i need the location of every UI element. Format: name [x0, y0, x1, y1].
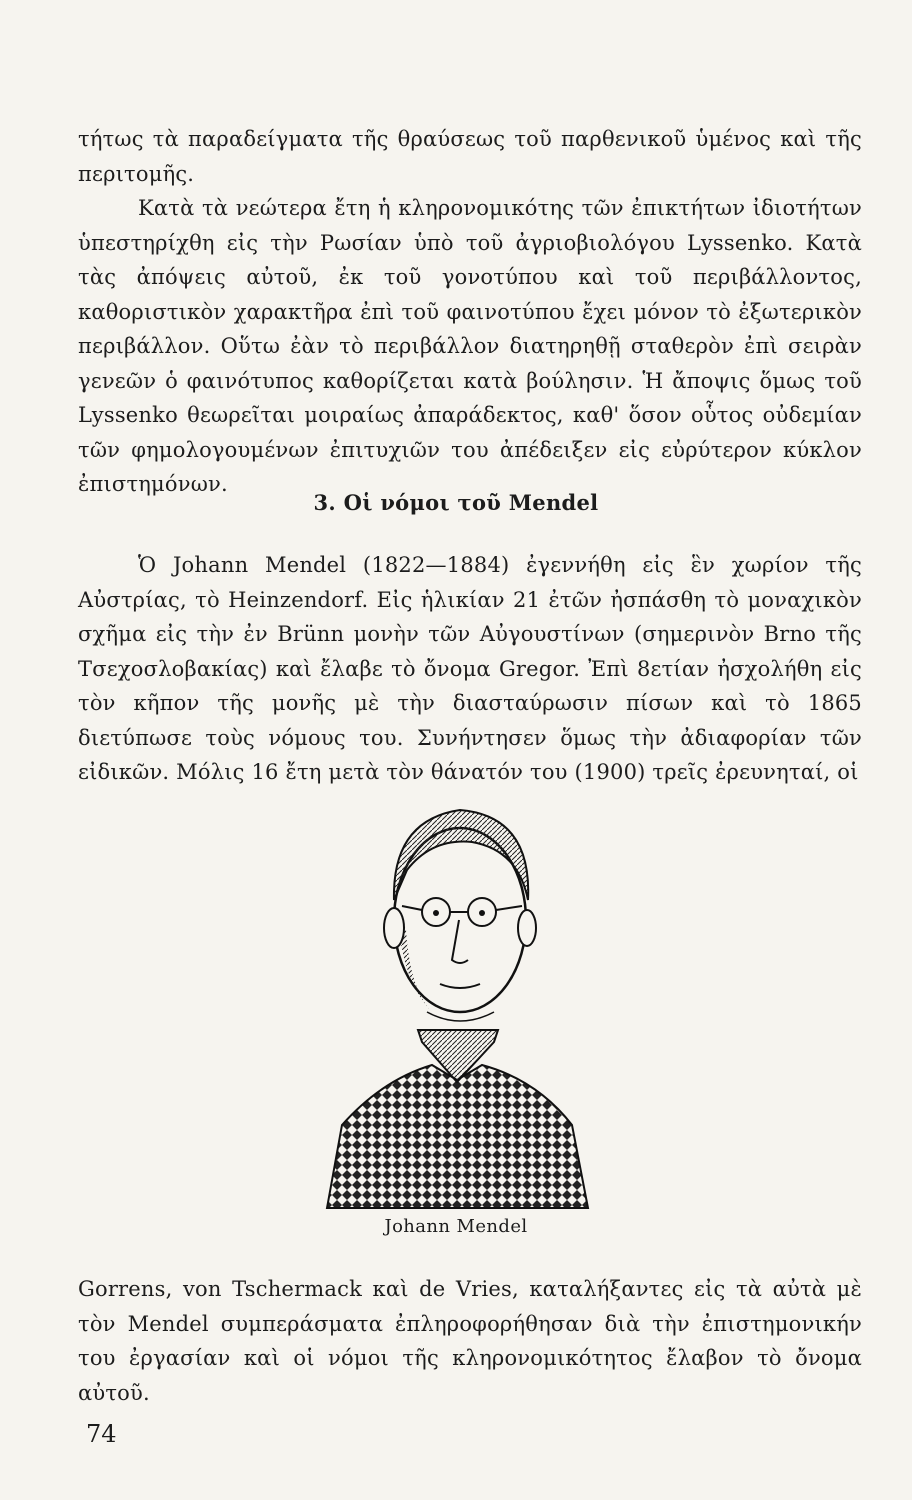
image-caption: Johann Mendel	[384, 1216, 528, 1237]
page-number: 74	[86, 1420, 117, 1448]
text-block-lyssenko	[78, 122, 862, 502]
text-block-mendel-bio	[78, 548, 862, 790]
paragraph: Gorrens, von Tschermack καὶ de Vries, καταλήξαντες εἰς τὰ αὐτὰ μὲ τὸν Mendel συμπεράσματα ἐπληροφορήθησαν διὰ τὴν ἐπιστημονικήν του ἐργασίαν καὶ οἱ νόμοι τῆς κληρονομικότητος ἔλαβον τὸ ὄνομα αὐτοῦ.	[78, 1277, 862, 1405]
paragraph: Ὁ Johann Mendel (1822—1884) ἐγεννήθη εἰς ἓν χωρίον τῆς Αὐστρίας, τὸ Heinzendorf. Εἰς ἡλικίαν 21 ἐτῶν ἠσπάσθη τὸ μοναχικὸν σχῆμα εἰς τὴν ἐν Brünn μονὴν τῶν Αὐγουστίνων (σημερινὸν Brno τῆς Τσεχοσλοβακίας) καὶ ἔλαβε τὸ ὄνομα Gregor. Ἐπὶ 8ετίαν ἠσχολήθη εἰς τὸν κῆπον τῆς μονῆς μὲ τὴν διασταύρωσιν πίσων καὶ τὸ 1865 διετύπωσε τοὺς νόμους του. Συνήντησεν ὅμως τὴν ἀδιαφορίαν τῶν εἰδικῶν. Μόλις 16 ἔτη μετὰ τὸν θάνατόν του (1900) τρεῖς ἐρευνηταί, οἱ	[78, 553, 862, 784]
paragraph: Κατὰ τὰ νεώτερα ἔτη ἡ κληρονομικότης τῶν ἐπικτήτων ἰδιοτήτων ὑπεστηρίχθη εἰς τὴν Ρωσίαν ὑπὸ τοῦ ἀγριοβιολόγου Lyssenko. Κατὰ τὰς ἀπόψεις αὐτοῦ, ἐκ τοῦ γονοτύπου καὶ τοῦ περιβάλλοντος, καθοριστικὸν χαρακτῆρα ἐπὶ τοῦ φαινοτύπου ἔχει μόνον τὸ ἐξωτερικὸν περιβάλλον. Οὕτω ἐὰν τὸ περιβάλλον διατηρηθῇ σταθερὸν ἐπὶ σειρὰν γενεῶν ὁ φαινότυπος καθορίζεται κατὰ βούλησιν. Ἡ ἄποψις ὅμως τοῦ Lyssenko θεωρεῖται μοιραίως ἀπαράδεκτος, καθ' ὅσον οὗτος οὐδεμίαν τῶν φημολογουμένων ἐπιτυχιῶν του ἀπέδειξεν εἰς εὐρύτερον κύκλον ἐπιστημόνων.	[78, 196, 862, 496]
section-heading: 3. Οἱ νόμοι τοῦ Mendel	[313, 490, 599, 515]
paragraph: τήτως τὰ παραδείγματα τῆς θραύσεως τοῦ παρθενικοῦ ὑμένος καὶ τῆς περιτομῆς.	[78, 127, 862, 186]
mendel-portrait-illustration	[322, 780, 592, 1210]
text-block-rediscovery	[78, 1272, 862, 1410]
